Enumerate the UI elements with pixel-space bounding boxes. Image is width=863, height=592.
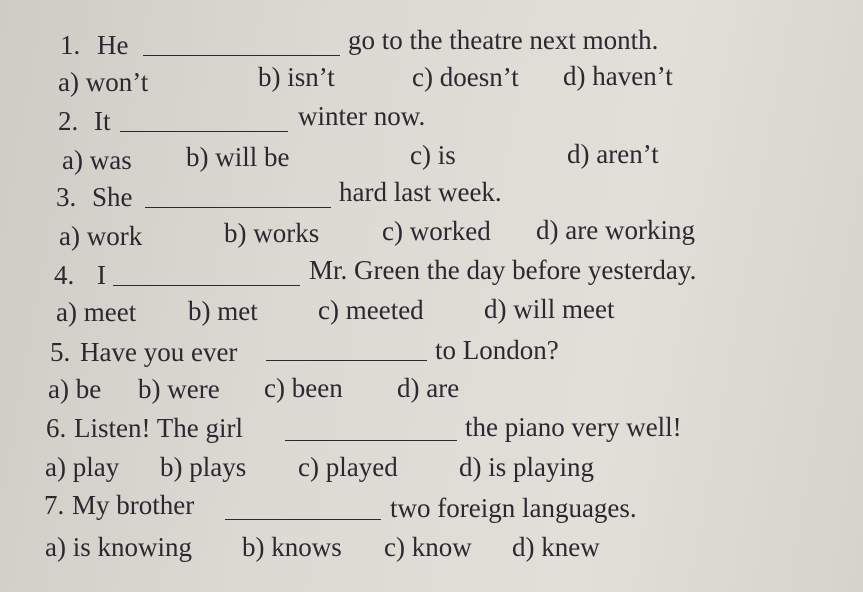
question-number: 2. — [58, 106, 79, 136]
option-c[interactable]: c) worked — [382, 216, 491, 246]
option-c[interactable]: c) doesn’t — [412, 62, 519, 92]
answer-blank[interactable] — [225, 519, 381, 520]
question-subject: Listen! The girl — [74, 413, 243, 443]
option-b[interactable]: b) met — [188, 296, 258, 326]
option-b[interactable]: b) plays — [160, 452, 247, 482]
question-number: 5. — [50, 337, 71, 367]
option-a[interactable]: a) is knowing — [45, 532, 192, 562]
question-subject: Have you ever — [80, 337, 238, 367]
option-d[interactable]: d) aren’t — [567, 139, 659, 169]
answer-blank[interactable] — [145, 207, 331, 208]
answer-blank[interactable] — [113, 285, 300, 286]
option-a[interactable]: a) be — [48, 374, 102, 404]
option-d[interactable]: d) are working — [536, 215, 695, 245]
question-number: 6. — [46, 413, 67, 443]
option-c[interactable]: c) is — [410, 140, 456, 170]
option-a[interactable]: a) play — [45, 452, 120, 482]
option-b[interactable]: b) will be — [186, 142, 290, 172]
question-number: 3. — [56, 182, 77, 212]
question-subject: He — [97, 30, 129, 60]
question-subject: I — [97, 260, 106, 290]
question-text: the piano very well! — [465, 412, 682, 442]
option-a[interactable]: a) work — [59, 221, 143, 251]
question-number: 1. — [60, 30, 81, 60]
answer-blank[interactable] — [266, 360, 427, 361]
answer-blank[interactable] — [285, 440, 457, 441]
option-a[interactable]: a) won’t — [58, 67, 149, 97]
answer-blank[interactable] — [143, 55, 340, 56]
question-text: winter now. — [298, 101, 426, 131]
question-text: go to the theatre next month. — [348, 25, 659, 55]
option-d[interactable]: d) knew — [512, 532, 600, 562]
option-d[interactable]: d) are — [397, 373, 460, 403]
option-c[interactable]: c) know — [384, 532, 472, 562]
option-c[interactable]: c) played — [298, 452, 398, 482]
question-text: to London? — [435, 335, 559, 365]
option-b[interactable]: b) knows — [242, 532, 342, 562]
question-text: two foreign languages. — [390, 493, 637, 523]
question-subject: It — [94, 106, 111, 136]
question-text: hard last week. — [339, 177, 502, 207]
option-a[interactable]: a) meet — [56, 297, 137, 327]
option-b[interactable]: b) works — [224, 218, 320, 248]
option-d[interactable]: d) haven’t — [563, 61, 673, 91]
option-a[interactable]: a) was — [62, 145, 132, 175]
option-d[interactable]: d) is playing — [459, 452, 594, 482]
question-text: Mr. Green the day before yesterday. — [309, 255, 697, 285]
option-c[interactable]: c) been — [264, 373, 343, 403]
option-d[interactable]: d) will meet — [484, 294, 615, 324]
question-number: 4. — [54, 260, 75, 290]
answer-blank[interactable] — [120, 131, 288, 132]
option-c[interactable]: c) meeted — [318, 295, 424, 325]
option-b[interactable]: b) were — [138, 374, 220, 404]
question-subject: My brother — [72, 490, 195, 520]
question-number: 7. — [44, 490, 65, 520]
question-subject: She — [92, 182, 133, 212]
option-b[interactable]: b) isn’t — [258, 62, 335, 92]
